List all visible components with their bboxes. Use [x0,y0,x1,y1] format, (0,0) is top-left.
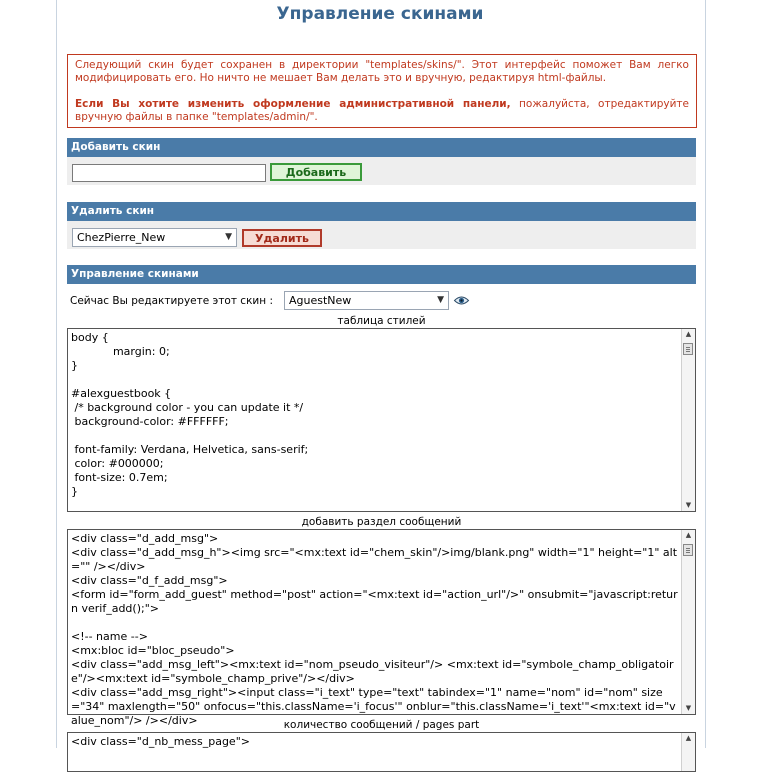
delete-skin-selected: ChezPierre_New [77,231,166,244]
info-notice [67,54,697,128]
stylesheet-textarea[interactable] [67,328,696,512]
page-title: Управление скинами [276,4,484,24]
pages-part-textarea[interactable] [67,732,696,772]
chevron-down-icon: ▼ [225,232,232,242]
new-skin-name-input[interactable] [72,164,266,182]
manage-skins-header: Управление скинами [67,265,696,284]
chevron-down-icon: ▼ [437,295,444,305]
pages-part-content: <div class="d_nb_mess_page"> [71,735,250,748]
add-message-caption: добавить раздел сообщений [301,516,462,528]
stylesheet-content: body { margin: 0; } #alexguestbook { /* background color - you can update it */ background-color: #FFFFFF; font-family: Verdana, Helvetica, sans-serif; color: #000000; font-size: 0.7em; } [71,331,309,498]
scroll-down-arrow-icon[interactable]: ▼ [685,501,692,509]
notice-rest: пожалуйста, отредактируйте вручную файлы в папке "templates/admin/". [75,98,689,123]
preview-eye-icon[interactable] [454,295,469,306]
add-skin-header: Добавить скин [67,138,696,157]
delete-skin-select[interactable] [72,228,237,247]
scroll-down-arrow-icon[interactable]: ▼ [685,704,692,712]
notice-text-2 [75,98,689,124]
notice-bold: Если Вы хотите изменить оформление административной панели, [75,98,511,110]
stylesheet-caption: таблица стилей [337,315,426,327]
editing-skin-select[interactable] [284,291,449,310]
scroll-up-arrow-icon[interactable]: ▲ [685,734,692,742]
pages-part-caption: количество сообщений / pages part [283,719,480,731]
editing-skin-label: Сейчас Вы редактируете этот скин : [70,295,273,307]
delete-skin-button[interactable]: Удалить [242,229,322,247]
scrollbar-thumb[interactable] [683,544,693,556]
stylesheet-scrollbar[interactable] [681,329,695,511]
add-message-scrollbar[interactable] [681,530,695,714]
editing-skin-selected: AguestNew [289,294,352,307]
pages-part-scrollbar[interactable] [681,733,695,771]
scroll-up-arrow-icon[interactable]: ▲ [685,531,692,539]
add-skin-button[interactable]: Добавить [270,163,362,181]
scroll-up-arrow-icon[interactable]: ▲ [685,330,692,338]
notice-text-1: Следующий скин будет сохранен в директории "templates/skins/". Этот интерфейс поможет Вам легко модифицировать его. Но ничто не мешает Вам делать это и вручную, редактируя html-файлы. [75,59,689,84]
scrollbar-thumb[interactable] [683,343,693,355]
delete-skin-header: Удалить скин [67,202,696,221]
add-message-content: <div class="d_add_msg"> <div class="d_add_msg_h"><img src="<mx:text id="chem_skin"/>img/blank.png" width="1" height="1" alt="" /></div> <div class="d_f_add_msg"> <form id="form_add_guest" method="post" action="<mx:text id="action_url"/>" onsubmit="javascript:return verif_add();"> <!-- name --> <mx:bloc id="bloc_pseudo"> <div class="add_msg_left"><mx:text id="nom_pseudo_visiteur"/> <mx:text id="symbole_champ_obligatoire"/><mx:text id="symbole_champ_prive"/></div> <div class="add_msg_right"><input class="i_text" type="text" tabindex="1" name="nom" id="nom" size="34" maxlength="50" onfocus="this.className='i_focus'" onblur="this.className='i_text'"<mx:text id="value_nom"/> /></div> [71,532,678,727]
